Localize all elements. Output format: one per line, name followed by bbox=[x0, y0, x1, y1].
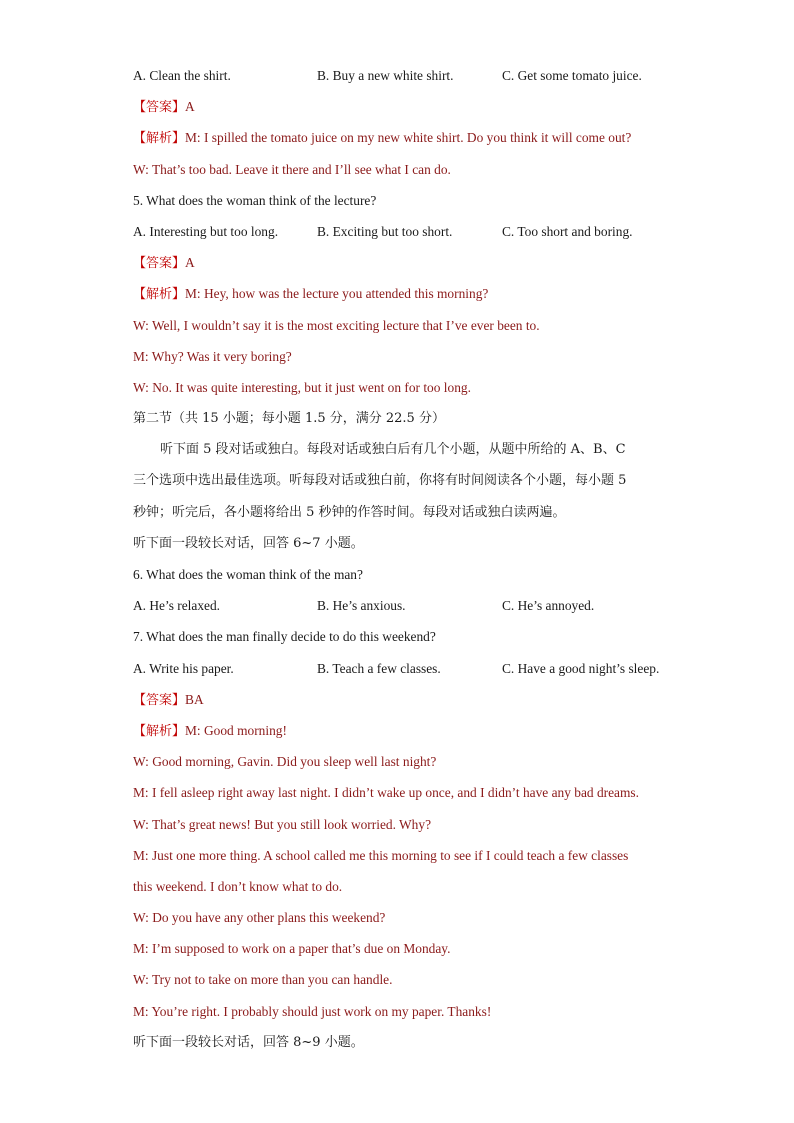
q5-option-a: A. Interesting but too long. bbox=[133, 223, 279, 239]
q7-option-b: B. Teach a few classes. bbox=[317, 660, 441, 676]
answer-tag: 【答案】 bbox=[133, 692, 186, 708]
q6-option-c: C. He’s annoyed. bbox=[502, 598, 595, 614]
dialogue-instruction: 听下面一段较长对话，回答 8~9 小题。 bbox=[133, 1034, 364, 1050]
q5-question: 5. What does the woman think of the lecture? bbox=[133, 192, 377, 208]
answer-tag: 【答案】 bbox=[133, 100, 186, 116]
answer-value: A bbox=[185, 99, 195, 115]
analysis-tag: 【解析】 bbox=[133, 287, 186, 303]
transcript-line: M: Hey, how was the lecture you attended this morning? bbox=[185, 286, 489, 302]
q6-question: 6. What does the woman think of the man? bbox=[133, 567, 363, 582]
transcript-line: W: Try not to take on more than you can handle. bbox=[133, 972, 393, 988]
q4-analysis-line bbox=[133, 128, 673, 159]
analysis-tag: 【解析】 bbox=[133, 131, 186, 147]
exam-page bbox=[133, 66, 673, 1064]
transcript-line: this weekend. I don’t know what to do. bbox=[133, 878, 343, 894]
q4-option-b: B. Buy a new white shirt. bbox=[317, 68, 454, 83]
answer-tag: 【答案】 bbox=[133, 256, 186, 272]
q7-option-c: C. Have a good night’s sleep. bbox=[502, 660, 660, 676]
q4-options bbox=[133, 66, 673, 97]
q5-option-c: C. Too short and boring. bbox=[502, 223, 633, 239]
transcript-line: W: No. It was quite interesting, but it just went on for too long. bbox=[133, 379, 471, 395]
q7-options bbox=[133, 659, 673, 690]
transcript-line: M: Why? Was it very boring? bbox=[133, 348, 292, 364]
transcript-line: M: I fell asleep right away last night. I didn’t wake up once, and I didn’t have any bad dreams. bbox=[133, 785, 639, 801]
q7-question: 7. What does the man finally decide to do this weekend? bbox=[133, 629, 436, 645]
transcript-line: M: Good morning! bbox=[185, 722, 287, 738]
q6-options bbox=[133, 596, 673, 627]
transcript-line: M: I spilled the tomato juice on my new white shirt. Do you think it will come out? bbox=[185, 130, 632, 146]
q6-7-analysis-line bbox=[133, 721, 673, 752]
transcript-line: M: You’re right. I probably should just work on my paper. Thanks! bbox=[133, 1003, 492, 1019]
q4-option-a: A. Clean the shirt. bbox=[133, 68, 231, 83]
transcript-line: W: Do you have any other plans this weekend? bbox=[133, 910, 386, 926]
section-heading: 第二节（共 15 小题；每小题 1.5 分，满分 22.5 分） bbox=[133, 411, 445, 427]
answer-value: BA bbox=[185, 691, 204, 707]
transcript-line: W: That’s great news! But you still look worried. Why? bbox=[133, 816, 432, 832]
instruction-paragraph-line: 三个选项中选出最佳选项。听每段对话或独白前，你将有时间阅读各个小题，每小题 5 bbox=[133, 473, 627, 489]
q6-option-a: A. He’s relaxed. bbox=[133, 598, 221, 614]
instruction-paragraph-line: 秒钟；听完后，各小题将给出 5 秒钟的作答时间。每段对话或独白读两遍。 bbox=[133, 504, 566, 520]
q5-options bbox=[133, 222, 673, 253]
transcript-line: M: Just one more thing. A school called me this morning to see if I could teach a few classes bbox=[133, 847, 629, 863]
transcript-line: W: Good morning, Gavin. Did you sleep well last night? bbox=[133, 754, 437, 770]
dialogue-instruction: 听下面一段较长对话，回答 6~7 小题。 bbox=[133, 535, 364, 551]
transcript-line: W: That’s too bad. Leave it there and I’ll see what I can do. bbox=[133, 161, 451, 177]
q6-7-answer bbox=[133, 690, 673, 721]
q5-analysis-line bbox=[133, 284, 673, 315]
instruction-paragraph-line: 听下面 5 段对话或独白。每段对话或独白后有几个小题，从题中所给的 A、B、C bbox=[160, 442, 626, 458]
transcript-line: M: I’m supposed to work on a paper that’s due on Monday. bbox=[133, 941, 451, 957]
analysis-tag: 【解析】 bbox=[133, 723, 186, 739]
q5-answer bbox=[133, 253, 673, 284]
q5-option-b: B. Exciting but too short. bbox=[317, 223, 453, 239]
q7-option-a: A. Write his paper. bbox=[133, 660, 234, 676]
q4-answer bbox=[133, 97, 673, 128]
q4-option-c: C. Get some tomato juice. bbox=[502, 68, 642, 83]
q6-option-b: B. He’s anxious. bbox=[317, 598, 406, 614]
answer-value: A bbox=[185, 255, 195, 271]
transcript-line: W: Well, I wouldn’t say it is the most exciting lecture that I’ve ever been to. bbox=[133, 317, 540, 333]
